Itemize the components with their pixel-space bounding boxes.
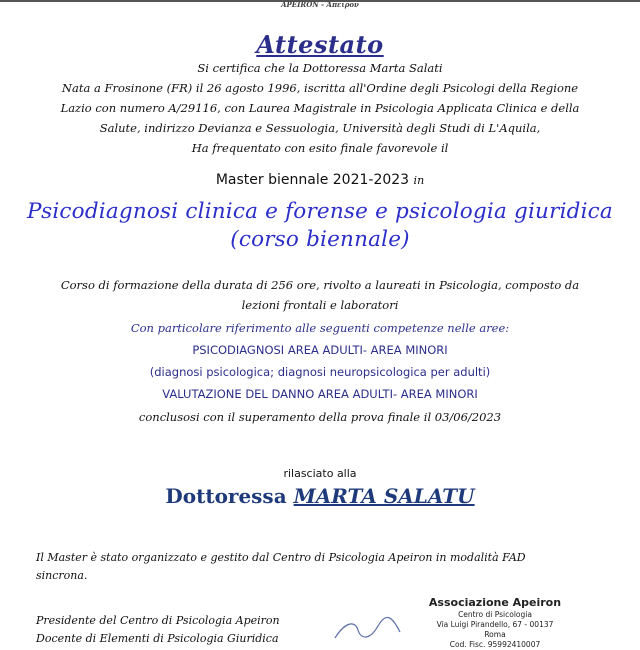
signatory-line: Docente di Elementi di Psicologia Giuridica [36, 632, 279, 645]
recipient-full-name: MARTA SALATU [293, 484, 475, 508]
intro-line: Si certifica che la Dottoressa Marta Salati [197, 61, 443, 75]
competence-area-1-detail: (diagnosi psicologica; diagnosi neuropsicologica per adulti) [149, 365, 491, 379]
association-stamp [425, 596, 565, 649]
master-line [0, 172, 640, 188]
note-line: sincrona. [36, 569, 88, 582]
certificate-title: Attestato [256, 30, 384, 59]
intro-line: Nata a Frosinone (FR) il 26 agosto 1996, iscritta all'Ordine degli Psicologi della Regione [61, 81, 579, 95]
organization-note [36, 549, 616, 585]
course-subtitle: (corso biennale) [230, 227, 410, 252]
signatory-line: Presidente del Centro di Psicologia Apeiron [36, 614, 280, 627]
signatory-block [36, 612, 366, 648]
description-line: Corso di formazione della durata di 256 ore, rivolto a laureati in Psicologia, composto da [60, 278, 580, 292]
stamp-line: Centro di Psicologia [458, 610, 532, 619]
course-title-block [0, 198, 640, 254]
issued-label: rilasciato alla [283, 467, 357, 480]
competence-area-1: PSICODIAGNOSI AREA ADULTI- AREA MINORI [192, 343, 448, 357]
course-title: Psicodiagnosi clinica e forense e psicologia giuridica [27, 199, 613, 224]
intro-line: Salute, indirizzo Devianza e Sessuologia, Università degli Studi di L'Aquila, [99, 121, 541, 135]
handwritten-signature [330, 612, 440, 642]
master-label: Master biennale 2021-2023 [215, 172, 410, 188]
stamp-line: Cod. Fisc. 95992410007 [449, 640, 541, 649]
intro-line: Ha frequentato con esito finale favorevole il [191, 141, 449, 155]
certification-intro [40, 58, 600, 158]
description-line: lezioni frontali e laboratori [241, 298, 399, 312]
recipient-title: Dottoressa [165, 484, 287, 508]
master-connector: in [413, 174, 425, 187]
stamp-line: Via Luigi Pirandello, 67 - 00137 Roma [436, 620, 554, 639]
brand-header: APEIRON - Άπειρον [281, 0, 359, 9]
stamp-org-name: Associazione Apeiron [428, 596, 562, 609]
conclusion-line: conclusosi con il superamento della prova finale il 03/06/2023 [138, 410, 502, 424]
course-description [40, 275, 600, 315]
intro-line: Lazio con numero A/29116, con Laurea Magistrale in Psicologia Applicata Clinica e della [60, 101, 580, 115]
competences-intro: Con particolare riferimento alle seguenti competenze nelle aree: [130, 321, 510, 335]
recipient-name [0, 484, 640, 508]
note-line: Il Master è stato organizzato e gestito dal Centro di Psicologia Apeiron in modalità FAD [36, 551, 526, 564]
competence-area-2: VALUTAZIONE DEL DANNO AREA ADULTI- AREA MINORI [162, 387, 478, 401]
